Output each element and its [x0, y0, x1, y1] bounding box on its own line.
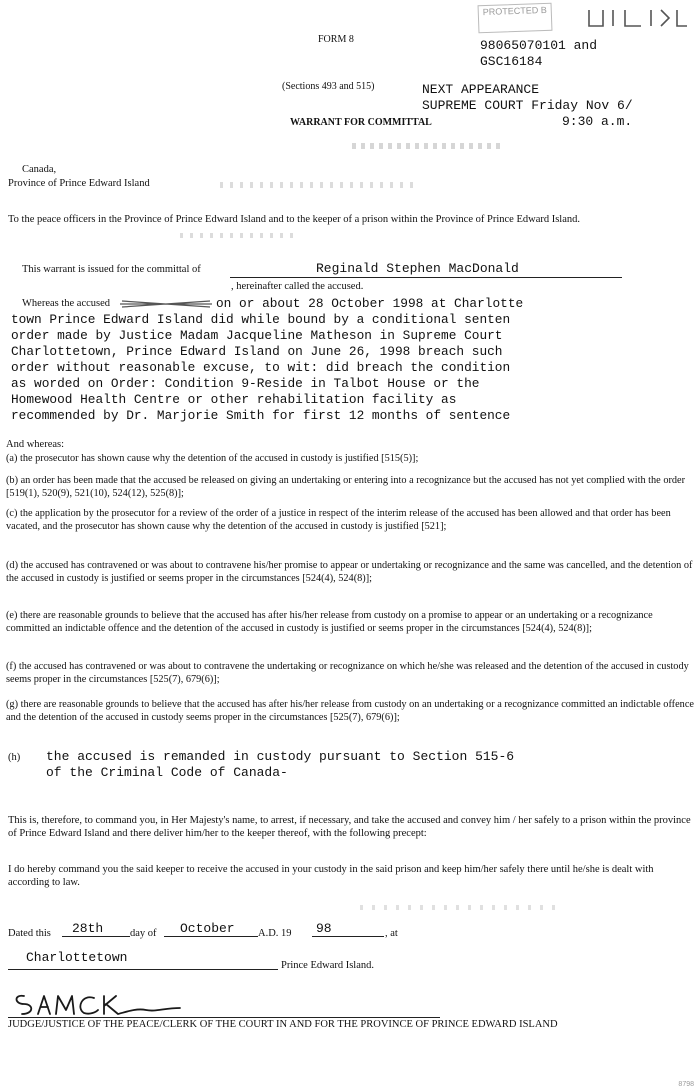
scan-noise	[360, 905, 560, 910]
scan-noise	[220, 182, 420, 188]
clause-h-line-2: of the Criminal Code of Canada-	[46, 765, 288, 780]
sections-reference: (Sections 493 and 515)	[282, 81, 375, 92]
dated-label: Dated this	[8, 928, 51, 939]
issued-for-label: This warrant is issued for the committal of	[22, 264, 201, 275]
footer-code: 8798	[678, 1081, 694, 1088]
file-number-2: GSC16184	[480, 54, 543, 69]
dated-year-line	[312, 936, 384, 937]
clause-d: (d) the accused has contravened or was about to contravene his/her promise to appear or undertaking or recognizance and the same was cancelled, and the detention of the accused in custody is justified or seems proper in the circumstances [524(4), 524(8)];	[6, 560, 693, 584]
charge-line-3: order made by Justice Madam Jacqueline Matheson in Supreme Court	[11, 328, 503, 343]
next-appearance-line-1: NEXT APPEARANCE	[422, 82, 540, 97]
clause-f: (f) the accused has contravened or was about to contravene the undertaking or recognizance on which he/she was released and the detention of the accused in custody seems proper in the circumstances [525(7), 679(6)];	[6, 661, 689, 685]
dated-month-line	[164, 936, 258, 937]
hereinafter-text: , hereinafter called the accused.	[231, 281, 364, 292]
clause-c: (c) the application by the prosecutor for a review of the order of a justice in respect of the interim release of the accused has been allowed and that order has been vacated, and the prosecutor has shown cause why the detention of the accused in custody is justified [521];	[6, 508, 671, 532]
charge-line-5: order without reasonable excuse, to wit: did breach the condition	[11, 360, 511, 375]
form-title: FORM 8	[318, 34, 354, 45]
struck-out-text	[118, 298, 214, 310]
clause-h-text	[46, 749, 514, 781]
dated-place: Charlottetown	[26, 950, 128, 965]
dated-day-line	[62, 936, 130, 937]
clause-e: (e) there are reasonable grounds to believe that the accused has after his/her release from custody on a promise to appear or an undertaking or a recognizance committed an indictable offence and the detention of the accused in custody is justified or seems proper in the circumstances [524(4), 524(8)];	[6, 610, 653, 634]
charge-line-6: as worded on Order: Condition 9-Reside in Talbot House or the	[11, 376, 480, 391]
clause-b: (b) an order has been made that the accused be released on giving an undertaking or entering into a recognizance but the accused has not yet complied with the order [519(1), 520(9), 521(10), 524(12), 525(8)];	[6, 475, 686, 499]
at-label: , at	[385, 928, 398, 939]
charge-line-4: Charlottetown, Prince Edward Island on June 26, 1998 breach such	[11, 344, 503, 359]
clause-h-line-1: the accused is remanded in custody pursuant to Section 515-6	[46, 749, 515, 764]
charge-line-2: town Prince Edward Island did while bound by a conditional senten	[11, 312, 511, 327]
province-label: Prince Edward Island.	[281, 960, 375, 971]
scan-noise	[180, 233, 300, 238]
next-appearance-time: 9:30 a.m.	[562, 114, 633, 129]
file-number-1: 98065070101 and	[480, 38, 598, 53]
dated-place-line	[8, 969, 278, 970]
next-appearance-line-2: SUPREME COURT Friday Nov 6/	[422, 98, 633, 113]
accused-name-line	[230, 277, 622, 278]
clause-a: (a) the prosecutor has shown cause why the detention of the accused in custody is justified [515(5)];	[6, 453, 419, 464]
scan-noise	[352, 143, 502, 149]
whereas-label: Whereas the accused	[22, 298, 111, 309]
dated-month: October	[180, 921, 235, 936]
charge-line-1: on or about 28 October 1998 at Charlotte	[216, 296, 524, 311]
and-whereas-label: And whereas:	[6, 439, 65, 450]
day-of-label: day of	[130, 928, 157, 939]
protected-stamp: PROTECTED B	[478, 3, 553, 34]
ad-label: A.D. 19	[258, 928, 292, 939]
charge-line-7: Homewood Health Centre or other rehabilitation facility as	[11, 392, 457, 407]
jurisdiction-canada: Canada,	[22, 164, 57, 175]
accused-name: Reginald Stephen MacDonald	[316, 261, 519, 276]
clause-h-label: (h)	[8, 752, 21, 763]
stamp-marks	[585, 8, 690, 30]
charge-line-8: recommended by Dr. Marjorie Smith for first 12 months of sentence	[11, 408, 511, 423]
command-text: This is, therefore, to command you, in Her Majesty's name, to arrest, if necessary, and take the accused and convey him / her safely to a prison within the province of Prince Edward Island and there deliver him/her to the keeper thereof, with the following precept:	[8, 815, 691, 839]
next-appearance	[422, 82, 633, 130]
jurisdiction-province: Province of Prince Edward Island	[8, 178, 150, 189]
address-peace-officers: To the peace officers in the Province of Prince Edward Island and to the keeper of a prison within the Province of Prince Edward Island.	[8, 214, 581, 225]
signature-title: JUDGE/JUSTICE OF THE PEACE/CLERK OF THE COURT IN AND FOR THE PROVINCE OF PRINCE EDWARD ISLAND	[8, 1019, 558, 1030]
dated-year: 98	[316, 921, 332, 936]
file-numbers	[480, 38, 597, 70]
dated-day: 28th	[72, 921, 104, 936]
warrant-title: WARRANT FOR COMMITTAL	[290, 117, 432, 128]
clause-g: (g) there are reasonable grounds to believe that the accused has after his/her release from custody on an undertaking or a recognizance committed an indictable offence and the detention of the accused in custody seems proper in the circumstances [525(7), 679(6)];	[6, 699, 694, 723]
precept-text: I do hereby command you the said keeper to receive the accused in your custody in the said prison and keep him/her safely there until he/she is dealt with according to law.	[8, 864, 654, 888]
